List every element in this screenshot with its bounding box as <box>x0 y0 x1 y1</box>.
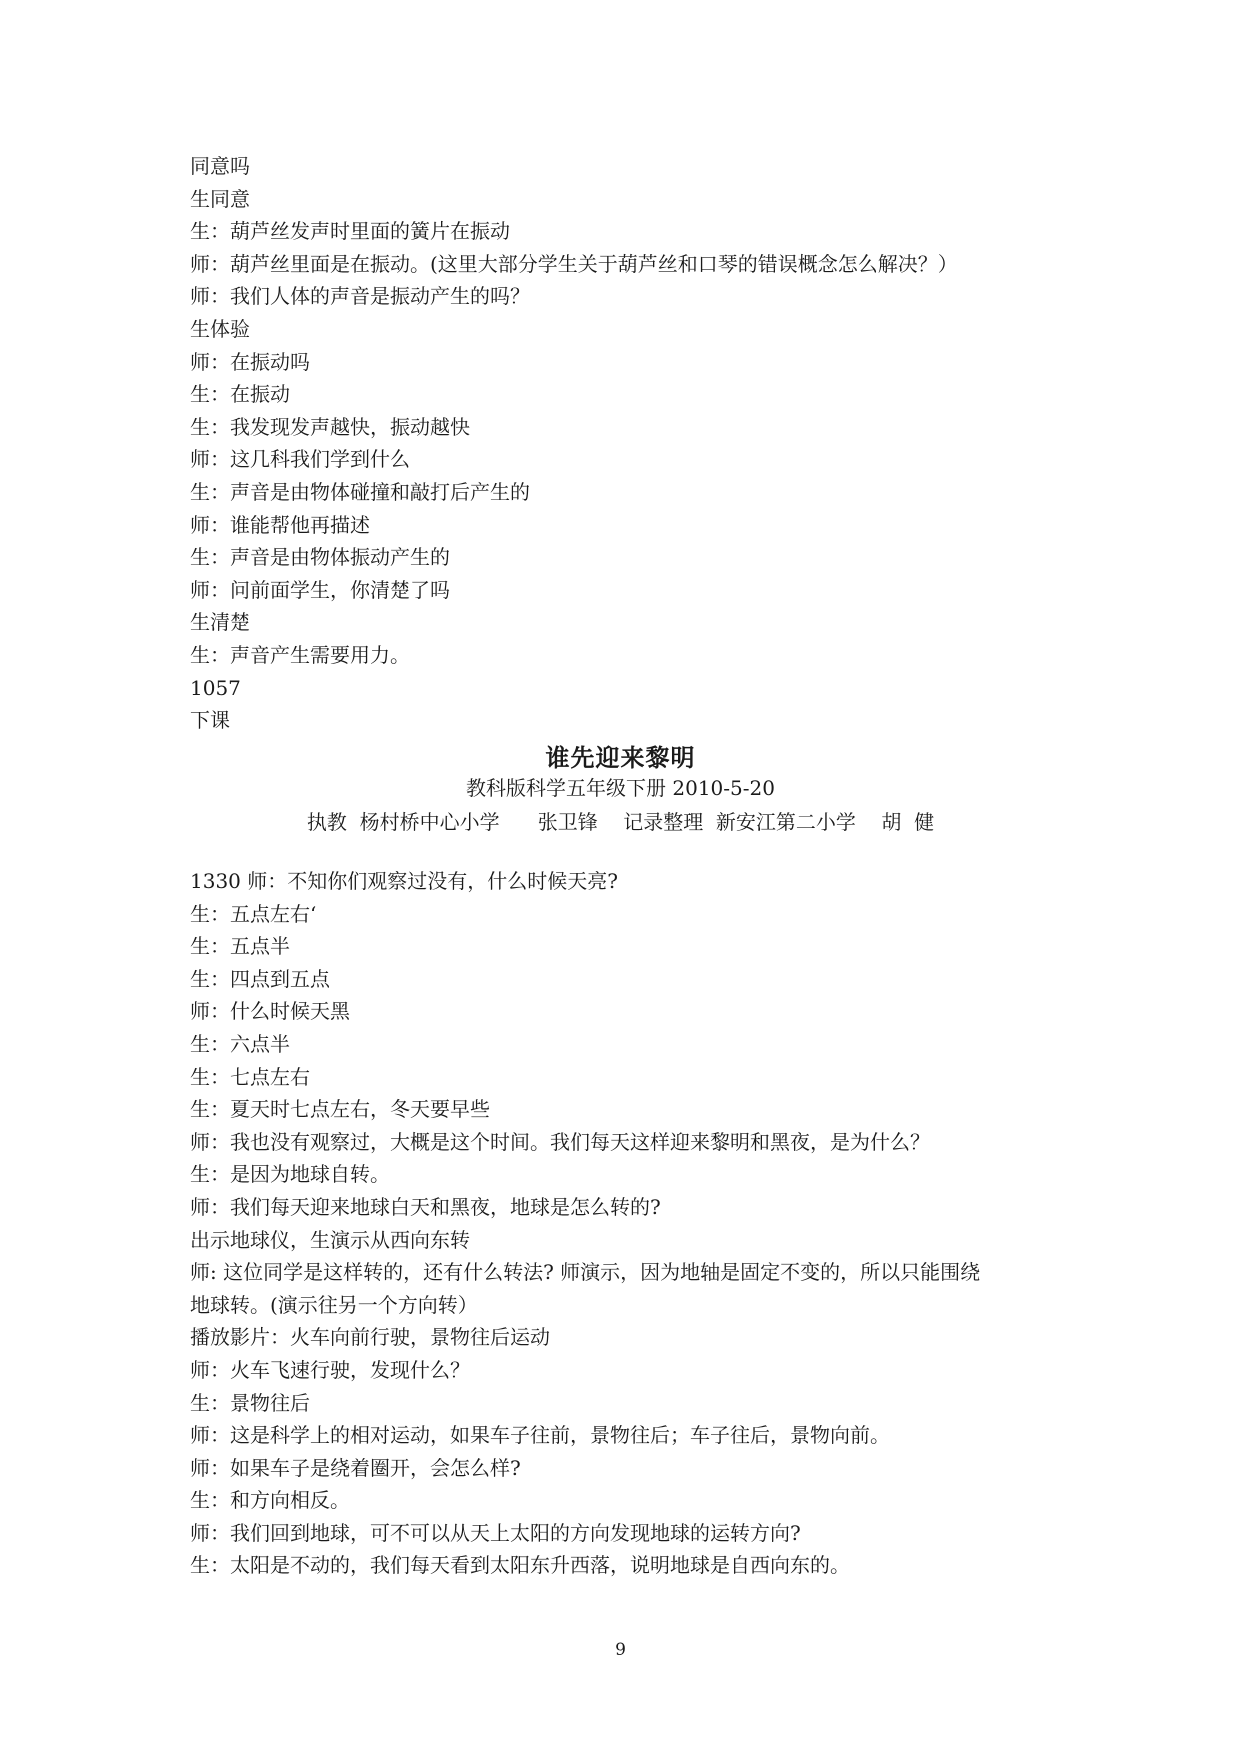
transcript-line: 生：声音是由物体振动产生的 <box>190 545 450 570</box>
transcript-line: 生：太阳是不动的，我们每天看到太阳东升西落，说明地球是自西向东的。 <box>190 1553 850 1578</box>
transcript-line: 师: 这位同学是这样转的，还有什么转法? 师演示，因为地轴是固定不变的，所以只能围绕 <box>190 1260 981 1285</box>
lesson-byline: 执教 杨村桥中心小学 张卫锋 记录整理 新安江第二小学 胡 健 <box>306 810 935 834</box>
transcript-line: 生：六点半 <box>190 1031 290 1056</box>
transcript-line: 生：五点左右‘ <box>190 901 317 926</box>
transcript-line: 1057 <box>190 675 241 700</box>
transcript-line: 出示地球仪，生演示从西向东转 <box>190 1227 470 1252</box>
transcript-line: 播放影片：火车向前行驶，景物往后运动 <box>190 1325 550 1350</box>
transcript-line: 师：我们回到地球，可不可以从天上太阳的方向发现地球的运转方向? <box>190 1520 801 1545</box>
transcript-line: 生：景物往后 <box>190 1390 310 1415</box>
transcript-section-2 <box>190 865 1090 1582</box>
transcript-line: 生：声音是由物体碰撞和敲打后产生的 <box>190 479 530 504</box>
transcript-line: 生：七点左右 <box>190 1064 310 1089</box>
transcript-section-1 <box>190 150 1090 737</box>
transcript-line: 生：葫芦丝发声时里面的簧片在振动 <box>190 219 510 244</box>
transcript-line: 生：我发现发声越快，振动越快 <box>190 414 470 439</box>
transcript-line: 生：五点半 <box>190 934 290 959</box>
transcript-line: 师：这是科学上的相对运动，如果车子往前，景物往后；车子往后，景物向前。 <box>190 1423 890 1448</box>
transcript-line: 生体验 <box>190 316 250 341</box>
transcript-line: 师：这几科我们学到什么 <box>190 447 410 472</box>
lesson-title: 谁先迎来黎明 <box>545 743 696 772</box>
transcript-line: 生：四点到五点 <box>190 966 330 991</box>
transcript-line: 1330 师：不知你们观察过没有，什么时候天亮? <box>190 869 618 893</box>
transcript-line: 师：在振动吗 <box>190 349 310 374</box>
lesson-subtitle: 教科版科学五年级下册 2010-5-20 <box>466 776 775 800</box>
transcript-line: 师：我们每天迎来地球白天和黑夜，地球是怎么转的? <box>190 1194 661 1219</box>
transcript-line: 下课 <box>190 708 230 733</box>
transcript-line: 生：是因为地球自转。 <box>190 1162 390 1187</box>
transcript-line: 师：我也没有观察过，大概是这个时间。我们每天这样迎来黎明和黑夜，是为什么？ <box>190 1129 930 1154</box>
transcript-line: 生同意 <box>190 186 250 211</box>
transcript-line: 生：声音产生需要用力。 <box>190 642 410 667</box>
transcript-line: 师：如果车子是绕着圈开，会怎么样? <box>190 1455 521 1480</box>
transcript-line: 生清楚 <box>190 610 250 635</box>
transcript-line: 师：什么时候天黑 <box>190 999 350 1024</box>
transcript-line: 师：问前面学生，你清楚了吗 <box>190 577 450 602</box>
transcript-line: 生：夏天时七点左右，冬天要早些 <box>190 1097 490 1122</box>
transcript-line: 师：我们人体的声音是振动产生的吗？ <box>190 284 530 309</box>
transcript-line: 生：在振动 <box>190 382 290 407</box>
transcript-line: 生：和方向相反。 <box>190 1488 350 1513</box>
transcript-line: 师：谁能帮他再描述 <box>190 512 370 537</box>
transcript-line: 师：火车飞速行驶，发现什么？ <box>190 1357 470 1382</box>
transcript-line: 师：葫芦丝里面是在振动。(这里大部分学生关于葫芦丝和口琴的错误概念怎么解决？） <box>190 251 958 276</box>
transcript-line: 地球转。(演示往另一个方向转） <box>190 1292 478 1317</box>
page-number: 9 <box>615 1640 626 1660</box>
transcript-line: 同意吗 <box>190 154 250 178</box>
